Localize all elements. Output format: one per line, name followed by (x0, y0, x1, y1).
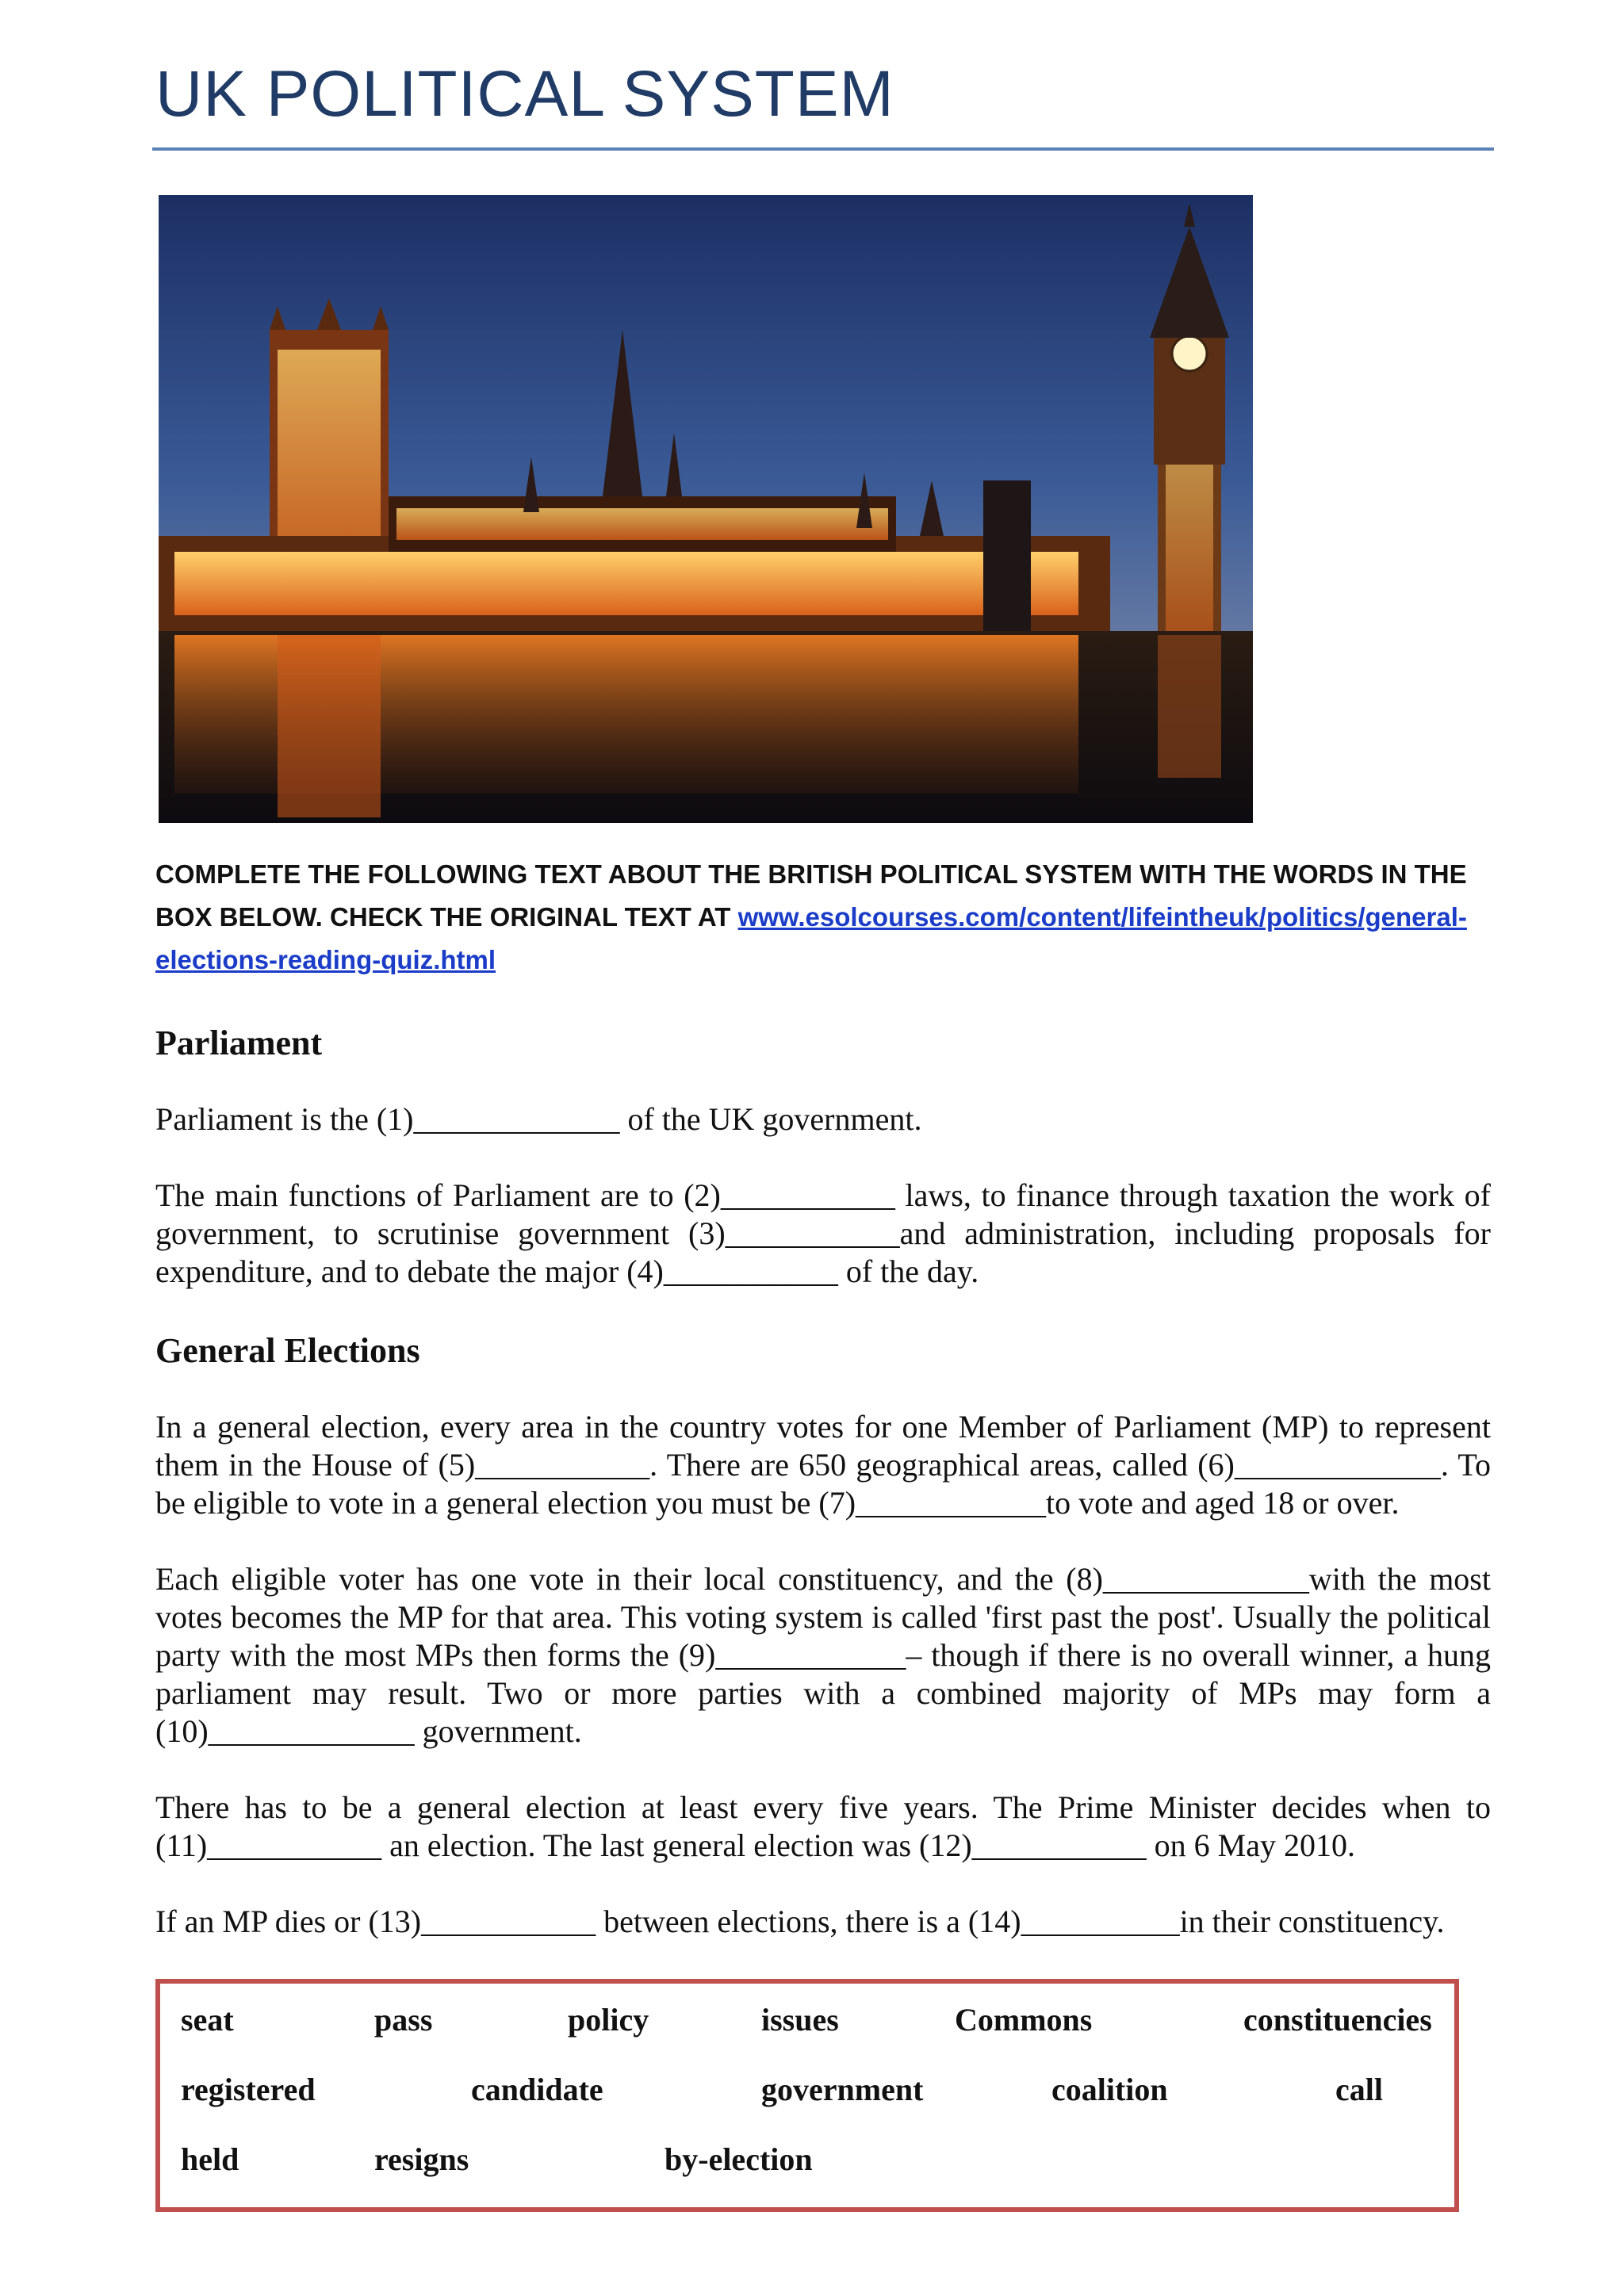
word-bank-item: resigns (374, 2141, 469, 2177)
word-bank-item: pass (374, 2002, 433, 2038)
section-heading-parliament: Parliament (155, 1024, 323, 1062)
word-bank-item: coalition (1051, 2072, 1168, 2107)
paragraph: Parliament is the (1)_____________ of the UK government. (155, 1101, 922, 1137)
source-link[interactable]: www.esolcourses.com/content/lifeintheuk/politics/general-elections-reading-quiz.html (155, 902, 1467, 974)
word-bank-item: registered (181, 2072, 316, 2107)
page-title: UK POLITICAL SYSTEM (155, 58, 894, 130)
word-bank-item: policy (568, 2002, 649, 2038)
paragraph: In a general election, every area in the country votes for one Member of Parliament (MP) to represent them in the House of (5)___________. There are 650 geographical areas, called (6)_____________. To be eligible to vote in a general election you must be (7)____________to vote and aged 18 or over. (155, 1409, 1491, 1521)
word-bank-item: call (1335, 2072, 1383, 2107)
word-bank-item: Commons (955, 2002, 1093, 2038)
section-heading-general-elections: General Elections (155, 1331, 420, 1370)
paragraph: The main functions of Parliament are to (2)___________ laws, to finance through taxation the work of government, to scrutinise government (3)___________and administration, including proposals for expenditure, and to debate the major (4)___________ of the day. (155, 1177, 1491, 1289)
houses-of-parliament-photo (159, 195, 1253, 823)
word-bank-item: seat (181, 2002, 234, 2038)
word-bank-item: held (181, 2141, 239, 2177)
paragraph: If an MP dies or (13)___________ between elections, there is a (14)__________in their constituency. (155, 1904, 1445, 1939)
instructions (155, 853, 1503, 982)
instructions-text: COMPLETE THE FOLLOWING TEXT ABOUT THE BRITISH POLITICAL SYSTEM WITH THE WORDS IN THE BOX BELOW. CHECK THE ORIGINAL TEXT AT (155, 859, 1467, 932)
title-divider (152, 147, 1494, 151)
word-bank-item: government (761, 2072, 924, 2107)
paragraph: There has to be a general election at least every five years. The Prime Minister decides when to (11)___________ an election. The last general election was (12)___________ on 6 May 2010. (155, 1789, 1491, 1863)
word-bank-item: candidate (471, 2072, 603, 2107)
word-bank-item: issues (761, 2002, 839, 2038)
word-bank-item: constituencies (1243, 2002, 1432, 2038)
word-bank-box (155, 1979, 1459, 2212)
paragraph: Each eligible voter has one vote in their local constituency, and the (8)_____________with the most votes becomes the MP for that area. This voting system is called 'first past the post'. Usually the political party with the most MPs then forms the (9)____________– though if there is no overall winner, a hung parliament may result. Two or more parties with a combined majority of MPs may form a (10)_____________ government. (155, 1561, 1491, 1749)
word-bank-item: by-election (665, 2141, 813, 2177)
